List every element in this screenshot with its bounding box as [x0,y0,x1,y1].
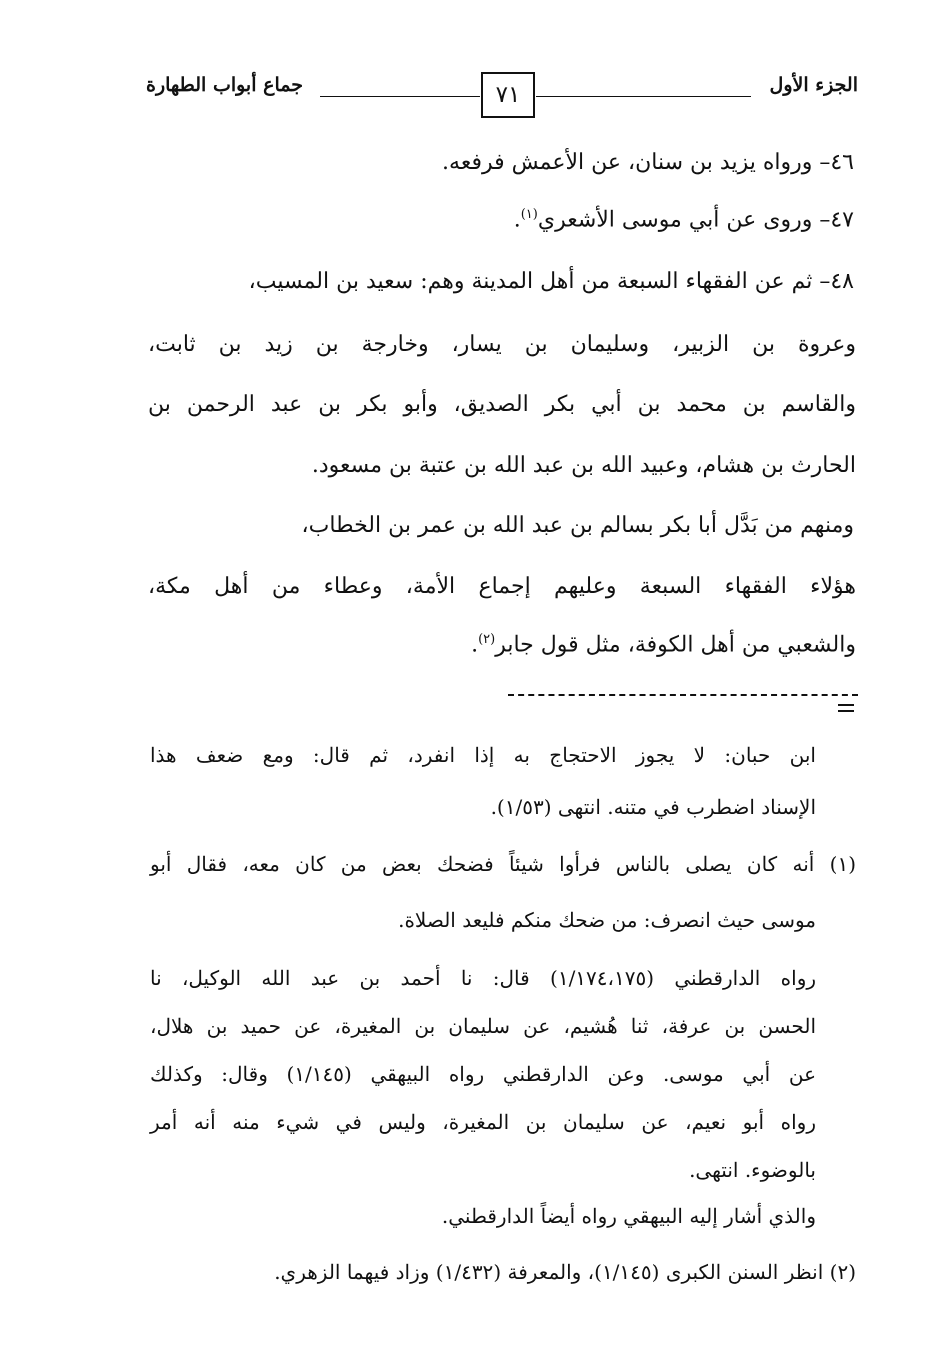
paragraph-49-line-2: هؤلاء الفقهاء السبعة وعليهم إجماع الأمة، وعطاء من أهل مكة، [148,574,856,599]
footnote-separator [508,694,858,696]
header-part-title: الجزء الأول [769,74,858,96]
paragraph-49-line-3-end: . [471,632,479,658]
paragraph-47 [514,207,854,232]
header-rule-left [320,96,480,97]
footnote-continued-line-2: الإسناد اضطرب في متنه. انتهى (١/٥٣). [490,795,816,819]
footnote-1-line-1: (١) أنه كان يصلى بالناس فرأوا شيئاً فضحك بعض من كان معه، فقال أبو [150,852,856,876]
footnote-1-line-3: رواه الدارقطني (١/١٧٤،١٧٥) قال: نا أحمد بن عبد الله الوكيل، نا [150,966,817,990]
paragraph-48-line-4: الحارث بن هشام، وعبيد الله بن عبد الله بن عتبة بن مسعود. [311,453,856,478]
footnote-ref-2[interactable]: (٢) [478,632,496,647]
footnote-1-line-5: عن أبي موسى. وعن الدارقطني رواه البيهقي (١/١٤٥) وقال: وكذلك [150,1062,816,1086]
footnote-1-line-7: بالوضوء. انتهى. [689,1158,816,1182]
header-rule-right [536,96,751,97]
footnote-1-line-2: موسى حيث انصرف: من ضحك منكم فليعد الصلاة. [398,908,816,932]
paragraph-49-line-3 [471,632,856,657]
footnote-2: (٢) انظر السنن الكبرى (١/١٤٥)، والمعرفة (١/٤٣٢) وزاد فيهما الزهري. [274,1260,856,1284]
paragraph-49-line-3-text: والشعبي من أهل الكوفة، مثل قول جابر [495,632,856,658]
footnote-1-line-8: والذي أشار إليه البيهقي رواه أيضاً الدارقطني. [441,1204,816,1228]
footnote-1-line-4: الحسن بن عرفة، ثنا هُشيم، عن سليمان بن المغيرة، عن حميد بن هلال، [150,1014,816,1038]
paragraph-48-line-3: والقاسم بن محمد بن أبي بكر الصديق، وأبو بكر بن عبد الرحمن بن [148,392,856,417]
header-chapter-title: جماع أبواب الطهارة [146,74,303,96]
footnote-ref-1[interactable]: (١) [520,207,538,222]
footnote-continued-line-1: ابن حبان: لا يجوز الاحتجاج به إذا انفرد، ثم قال: ومع ضعف هذا [150,743,816,767]
footnote-continuation-mark [838,704,854,712]
paragraph-46: ٤٦– ورواه يزيد بن سنان، عن الأعمش فرفعه. [442,150,854,175]
paragraph-47-text: ٤٧– وروى عن أبي موسى الأشعري [537,207,854,233]
paragraph-48-line-1: ٤٨– ثم عن الفقهاء السبعة من أهل المدينة وهم: سعيد بن المسيب، [248,269,854,294]
paragraph-48-line-2: وعروة بن الزبير، وسليمان بن يسار، وخارجة بن زيد بن ثابت، [148,332,856,357]
page-number-box: ٧١ [481,72,535,118]
paragraph-47-end: . [513,207,521,233]
footnote-1-line-6: رواه أبو نعيم، عن سليمان بن المغيرة، وليس في شيء منه أنه أمر [150,1110,816,1134]
paragraph-49-line-1: ومنهم من بَدَّل أبا بكر بسالم بن عبد الله بن عمر بن الخطاب، [301,513,854,538]
